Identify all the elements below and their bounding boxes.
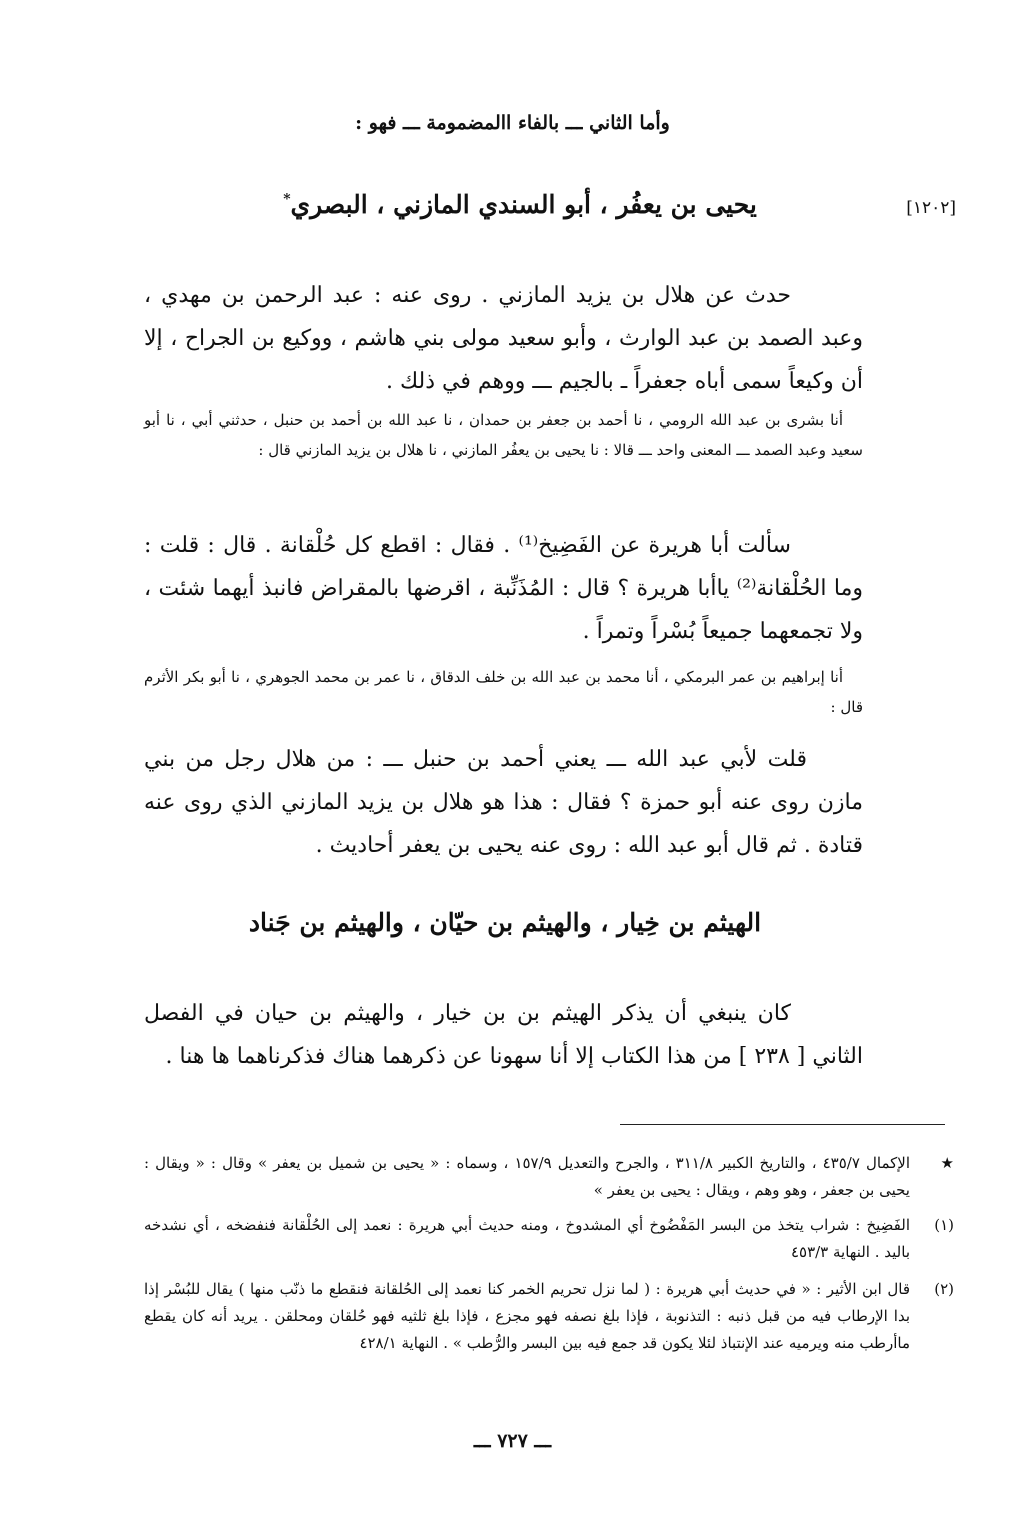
section-heading-2: الهيثم بن خِيار ، والهيثم بن حيّان ، والهيثم بن جَناد: [248, 908, 762, 937]
body-paragraph-3: قلت لأبي عبد الله ـــ يعني أحمد بن حنبل ـــ : من هلال رجل من بني مازن روى عنه أبو حمزة ؟ فقال : هذا هو هلال بن يزيد المازني الذي روى عنه قتادة . ثم قال أبو عبد الله : روى عنه يحيى بن يعفر أحاديث .: [144, 747, 863, 858]
footnote-divider: [620, 1124, 945, 1125]
body-paragraph-2: سألت أبا هريرة عن الفَضِيخ⁽¹⁾ . فقال : اقطع كل حُلْقانة . قال : قلت : وما الحُلْقانة⁽²⁾ ياأبا هريرة ؟ قال : المُذَنِّبة ، اقرضها بالمقراض فانبذ أيهما شئت ، ولا تجمعهما جميعاً بُسْراً وتمراً .: [144, 533, 863, 644]
footnote-text: قال ابن الأثير : « في حديث أبي هريرة : ( لما نزل تحريم الخمر كنا نعمد إلى الحُلقانة فنقطع ما ذنّب منها ) يقال للبُسْر إذا بدا الإرطاب فيه من قبل ذنبه : التذنوبة ، فإذا بلغ نصفه فهو مجزع ، فإذا بلغ ثلثيه فهو حُلقان ومحلقن . يريد أنه كان يقطع ماأرطب منه ويرميه عند الإنتباذ لئلا يكون قد جمع فيه بين البسر والرُّطب » . النهاية ٤٢٨/١: [144, 1280, 910, 1352]
entry-number: [١٢٠٢]: [906, 198, 956, 218]
section-intro: وأما الثاني ـــ بالفاء االمضمومة ـــ فهو :: [355, 112, 670, 134]
footnote-mark: ★: [940, 1154, 954, 1172]
footnote-mark: (١): [934, 1216, 954, 1234]
body-paragraph-1: حدث عن هلال بن يزيد المازني . روى عنه : عبد الرحمن بن مهدي ، وعبد الصمد بن عبد الوارث ، وأبو سعيد مولى بني هاشم ، ووكيع بن الجراح ، إلا أن وكيعاً سمى أباه جعفراً ـ بالجيم ـــ ووهم في ذلك .: [144, 283, 863, 394]
page-number: ـــ ٧٢٧ ـــ: [473, 1430, 552, 1452]
footnote-1: [144, 1212, 954, 1266]
body-paragraph-4: كان ينبغي أن يذكر الهيثم بن بن خيار ، والهيثم بن حيان في الفصل الثاني [ ٢٣٨ ] من هذا الكتاب إلا أنا سهونا عن ذكرهما هناك فذكرناهما ها هنا .: [144, 1001, 863, 1069]
footnote-mark: (٢): [934, 1280, 954, 1298]
footnote-text: الفَضِيخ : شراب يتخذ من البسر المَفْضُوخ أي المشدوخ ، ومنه حديث أبي هريرة : نعمد إلى الحُلْقانة فنفضخه ، أي نشدخه باليد . النهاية ٤٥٣/٣: [144, 1216, 910, 1261]
isnad-chain-1: أنا بشرى بن عبد الله الرومي ، نا أحمد بن جعفر بن حمدان ، نا عبد الله بن أحمد بن حنبل ، حدثني أبي ، نا أبو سعيد وعبد الصمد ـــ المعنى واحد ـــ قالا : نا يحيى بن يعفُر المازني ، نا هلال بن يزيد المازني قال :: [144, 411, 863, 459]
footnote-star-mark: *: [283, 191, 291, 208]
footnote-2: [144, 1276, 954, 1357]
isnad-chain-2: أنا إبراهيم بن عمر البرمكي ، أنا محمد بن عبد الله بن خلف الدقاق ، نا عمر بن محمد الجوهري ، نا أبو بكر الأثرم قال :: [144, 668, 863, 716]
entry-heading: [200, 190, 840, 219]
footnote-star: [144, 1150, 954, 1204]
entry-title: يحيى بن يعفُر ، أبو السندي المازني ، البصري: [290, 190, 757, 219]
footnote-text: الإكمال ٤٣٥/٧ ، والتاريخ الكبير ٣١١/٨ ، والجرح والتعديل ١٥٧/٩ ، وسماه : « يحيى بن شميل بن يعفر » وقال : « ويقال : يحيى بن جعفر ، وهو وهم ، ويقال : يحيى بن يعفر »: [144, 1154, 910, 1199]
